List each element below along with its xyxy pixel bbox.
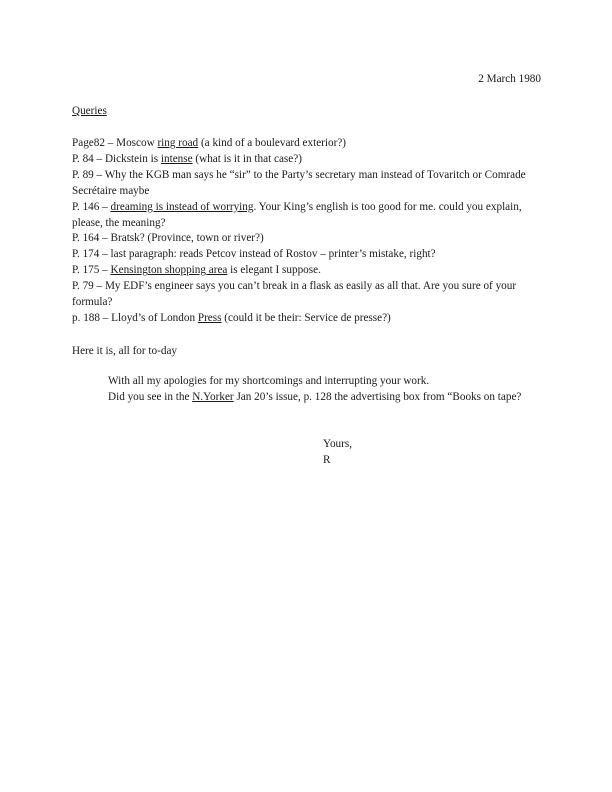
closing-line: Here it is, all for to-day [72,345,178,357]
query-item: P. 174 – last paragraph: reads Petcov instead of Rostov – printer’s mistake, right? [72,248,436,261]
queries-list [72,136,542,327]
queries-heading: Queries [72,105,107,117]
query-item: P. 79 – My EDF’s engineer says you can’t break in a flask as easily as all that. Are you sure of your formula? [72,280,517,309]
query-item: P. 89 – Why the KGB man says he “sir” to the Party’s secretary man instead of Tovaritch or Comrade Secrétaire maybe [72,168,526,197]
query-item: P. 175 – Kensington shopping area is elegant I suppose. [72,264,321,277]
query-item: P. 146 – dreaming is instead of worrying. Your King’s english is too good for me. could you explain, please, the meaning? [72,200,522,229]
signature: R [323,454,331,466]
query-item: p. 188 – Lloyd’s of London Press (could it be their: Service de presse?) [72,311,391,324]
query-item: Page82 – Moscow ring road (a kind of a boulevard exterior?) [72,137,347,149]
question-paragraph: Did you see in the N.Yorker Jan 20’s issue, p. 128 the advertising box from “Books on tape? [108,391,522,403]
apology-paragraph: With all my apologies for my shortcomings and interrupting your work. [108,375,430,387]
query-item: P. 84 – Dickstein is intense (what is it in that case?) [72,152,302,165]
letter-date: 2 March 1980 [478,73,541,85]
query-item: P. 164 – Bratsk? (Province, town or river?) [72,232,264,245]
signoff: Yours, [323,438,353,450]
magazine-title: N.Yorker [192,391,234,403]
signature-block [323,436,352,468]
